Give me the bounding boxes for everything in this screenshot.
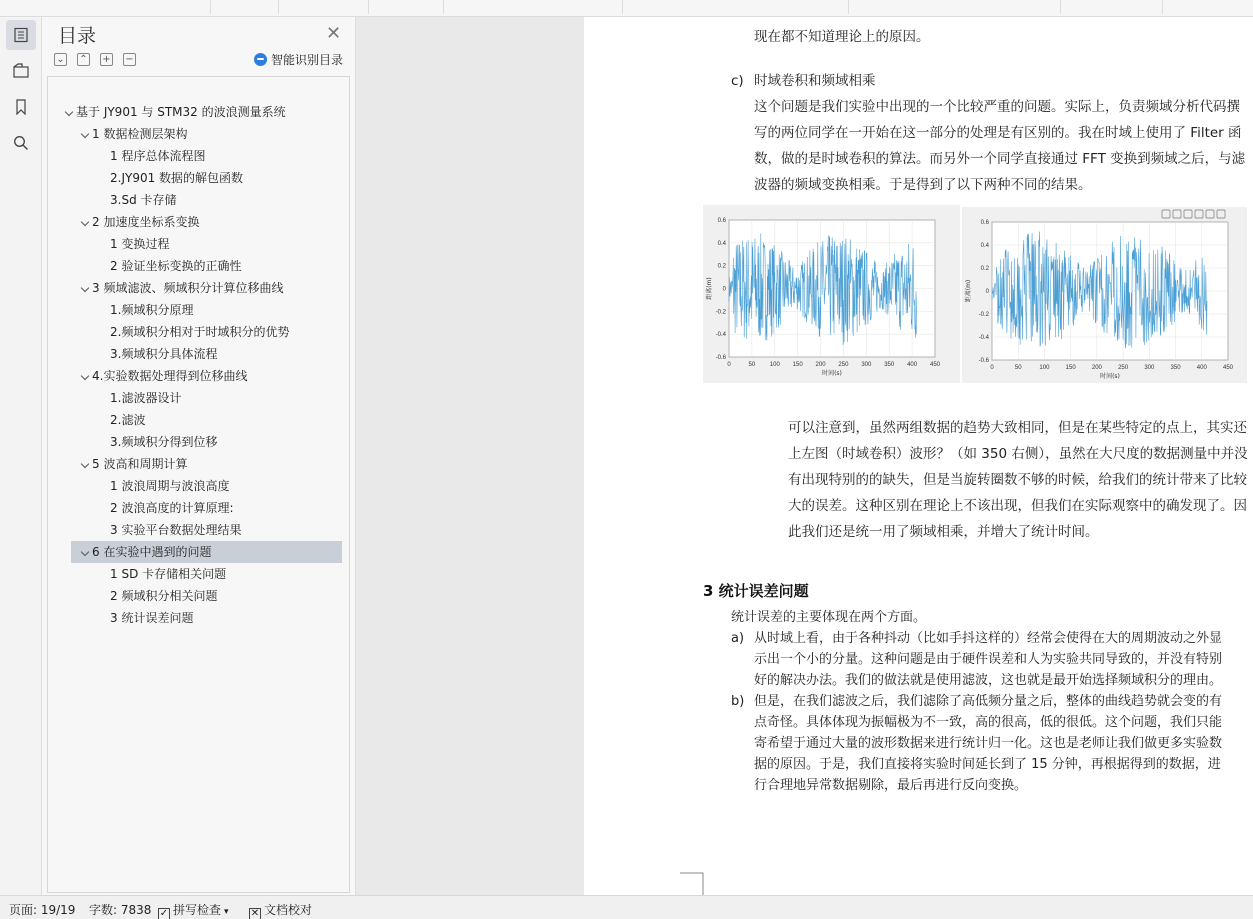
collapse-down-icon[interactable]: ⌄ (54, 53, 67, 66)
toc-item-label: 2.频域积分相对于时域积分的优势 (110, 325, 290, 339)
toc-toolbar (54, 53, 136, 66)
chevron-down-icon[interactable] (81, 548, 89, 556)
toc-item-label: 1.频域积分原理 (110, 303, 194, 317)
smart-toc-icon (254, 53, 267, 66)
search-icon[interactable] (6, 128, 36, 158)
toc-item-label: 1 SD 卡存储相关问题 (110, 567, 227, 581)
list-marker: b) (731, 694, 745, 709)
toolbar-divider (1060, 0, 1061, 14)
toc-item-label: 1 程序总体流程图 (110, 149, 206, 163)
paragraph-line: 大的误差。这种区别在理论上不该出现，但我们在实际观察中的确发现了。因 (788, 498, 1247, 514)
toc-item[interactable] (48, 299, 349, 321)
close-icon[interactable]: ✕ (326, 23, 342, 44)
toc-item[interactable] (48, 145, 349, 167)
paragraph-line: 写的两位同学在一开始在这一部分的处理是有区别的。我在时域上使用了 Filter 函 (754, 125, 1242, 141)
y-tick-label: -0.2 (715, 309, 726, 316)
toc-item-label: 1 数据检测层架构 (92, 127, 188, 141)
toc-item-label: 5 波高和周期计算 (92, 457, 188, 471)
toc-item[interactable] (48, 453, 349, 475)
toc-item[interactable] (48, 563, 349, 585)
x-tick-label: 350 (1170, 365, 1181, 371)
x-tick-label: 150 (1065, 365, 1076, 371)
y-axis-label: 距离(m) (965, 279, 972, 303)
y-tick-label: 0.2 (980, 266, 989, 272)
toc-item-label: 2 加速度坐标系变换 (92, 215, 200, 229)
paragraph-line: 可以注意到，虽然两组数据的趋势大致相同，但是在某些特定的点上，其实还 (788, 420, 1247, 436)
toolbar-divider (848, 0, 849, 14)
toc-item-label: 3.频域积分得到位移 (110, 435, 218, 449)
toc-tree (47, 76, 350, 893)
figure-tool-icon (1206, 210, 1214, 218)
list-marker: a) (731, 631, 745, 646)
y-axis-label: 距离(m) (706, 277, 713, 300)
toolbar-divider (443, 0, 444, 14)
toc-item-label: 2.滤波 (110, 413, 146, 427)
toc-item[interactable] (48, 585, 349, 607)
x-tick-label: 250 (838, 362, 849, 368)
x-tick-label: 300 (861, 362, 872, 368)
plot-frequency-multiply (962, 207, 1247, 383)
status-bar (0, 895, 1253, 919)
figure-tool-icon (1195, 210, 1203, 218)
chevron-down-icon[interactable] (65, 108, 73, 116)
x-axis-label: 时间(s) (1100, 373, 1120, 380)
add-level-icon[interactable]: + (100, 53, 113, 66)
x-tick-label: 350 (884, 362, 895, 368)
toolbar-strip (0, 0, 1253, 17)
check-icon: ✓ (159, 908, 169, 919)
figure-tool-icon (1184, 210, 1192, 218)
paragraph-line: 但是，在我们滤波之后，我们滤除了高低频分量之后，整体的曲线趋势就会变的有 (754, 694, 1223, 709)
chevron-down-icon[interactable] (81, 372, 89, 380)
paragraph-line: 上左图（时域卷积）波形？（如 350 右侧），虽然在大尺度的数据测量中并没 (788, 446, 1248, 462)
x-tick-label: 450 (1222, 365, 1234, 371)
bookmark-icon[interactable] (6, 92, 36, 122)
y-tick-label: 0 (985, 289, 989, 295)
y-tick-label: 0 (722, 286, 726, 293)
collapse-up-icon[interactable]: ⌃ (77, 53, 90, 66)
toc-item[interactable] (48, 343, 349, 365)
toc-item[interactable] (48, 277, 349, 299)
toolbar-divider (622, 0, 623, 14)
toc-item[interactable] (48, 255, 349, 277)
y-tick-label: 0.6 (717, 218, 726, 224)
toc-item-label: 1 变换过程 (110, 237, 170, 251)
x-tick-label: 50 (1014, 365, 1022, 371)
toolbar-divider (210, 0, 211, 14)
toc-item-label: 2 频域积分相关问题 (110, 589, 218, 603)
toc-item-label: 3 统计误差问题 (110, 611, 194, 625)
toc-item[interactable] (48, 233, 349, 255)
y-tick-label: 0.2 (717, 263, 726, 270)
dropdown-arrow-icon: ▾ (224, 907, 229, 917)
x-tick-label: 50 (748, 362, 756, 368)
remove-level-icon[interactable]: − (123, 53, 136, 66)
word-count[interactable]: 字数: 7838 (89, 903, 152, 917)
x-tick-label: 200 (815, 362, 826, 368)
toc-item[interactable] (48, 607, 349, 629)
document-page (584, 17, 1253, 895)
toc-item-label: 3.Sd 卡存储 (110, 193, 177, 207)
paragraph-line: 现在都不知道理论上的原因。 (754, 29, 930, 45)
x-tick-label: 200 (1091, 365, 1102, 371)
figure-tool-icon (1217, 210, 1225, 218)
outline-icon[interactable] (6, 56, 36, 86)
paragraph-line: 从时域上看，由于各种抖动（比如手抖这样的）经常会使得在大的周期波动之外显 (754, 631, 1223, 646)
toolbar-divider (278, 0, 279, 14)
toc-item[interactable] (48, 167, 349, 189)
y-tick-label: -0.2 (978, 312, 989, 318)
toc-item[interactable] (48, 387, 349, 409)
toc-item-label: 3 实验平台数据处理结果 (110, 523, 242, 537)
toc-item[interactable] (48, 321, 349, 343)
toc-panel (42, 17, 356, 895)
section-heading: 3 统计误差问题 (703, 582, 809, 600)
paragraph-line: 行合理地异常数据剔除，最后再进行反向变换。 (754, 778, 1028, 793)
paragraph-line: 点奇怪。具体体现为振幅极为不一致，高的很高，低的很低。这个问题，我们只能 (754, 715, 1223, 730)
paragraph-line: 这个问题是我们实验中出现的一个比较严重的问题。实际上，负责频域分析代码撰 (754, 99, 1240, 115)
toc-item[interactable] (48, 365, 349, 387)
toc-item[interactable] (48, 431, 349, 453)
x-tick-label: 400 (1196, 365, 1207, 371)
paragraph-line: 数，做的是时域卷积的算法。而另外一个同学直接通过 FFT 变换到频域之后，与滤 (754, 151, 1246, 167)
toc-item[interactable] (48, 211, 349, 233)
x-tick-label: 300 (1144, 365, 1155, 371)
document-canvas (356, 17, 1253, 895)
x-tick-label: 0 (990, 365, 994, 371)
toc-item-label: 2 验证坐标变换的正确性 (110, 259, 242, 273)
y-tick-label: 0.4 (980, 243, 989, 249)
smart-toc-label: 智能识别目录 (271, 53, 344, 67)
toc-item-label: 基于 JY901 与 STM32 的波浪测量系统 (76, 105, 286, 119)
x-tick-label: 100 (769, 362, 780, 368)
toc-icon[interactable] (6, 20, 36, 50)
chevron-down-icon[interactable] (81, 130, 89, 138)
x-tick-label: 0 (727, 362, 731, 368)
toc-item[interactable] (48, 189, 349, 211)
side-rail (0, 17, 42, 895)
chart-svg (962, 207, 1247, 383)
toc-item[interactable] (48, 475, 349, 497)
x-tick-label: 100 (1039, 365, 1050, 371)
figure-tool-icon (1173, 210, 1181, 218)
toc-item-label: 3.频域积分具体流程 (110, 347, 218, 361)
toc-item-label: 4.实验数据处理得到位移曲线 (92, 369, 248, 383)
toolbar-divider (368, 0, 369, 14)
toc-item[interactable] (48, 123, 349, 145)
paragraph-line: 有出现特别的的缺失，但是当旋转圈数不够的时候，给我们的统计带来了比较 (788, 472, 1247, 488)
y-tick-label: 0.6 (980, 220, 989, 226)
list-marker: c) (731, 73, 744, 89)
chevron-down-icon[interactable] (81, 218, 89, 226)
toc-item[interactable] (48, 497, 349, 519)
paragraph-line: 示出一个小的分量。这种问题是由于硬件误差和人为实验共同导致的，并没有特别 (754, 652, 1223, 667)
paragraph-line: 寄希望于通过大量的波形数据来进行统计归一化。这也是老师让我们做更多实验数 (754, 736, 1223, 751)
toc-item-label: 1 波浪周期与波浪高度 (110, 479, 230, 493)
y-tick-label: -0.4 (978, 335, 989, 341)
toc-item-label: 2.JY901 数据的解包函数 (110, 171, 244, 185)
smart-toc-button[interactable] (254, 51, 343, 68)
toc-item-label: 6 在实验中遇到的问题 (92, 545, 212, 559)
figure-tool-icon (1162, 210, 1170, 218)
chevron-down-icon[interactable] (81, 460, 89, 468)
proofread-icon: ✕ (250, 908, 260, 919)
toolbar-divider (1162, 0, 1163, 14)
x-axis-label: 时间(s) (822, 370, 842, 377)
paragraph-line: 统计误差的主要体现在两个方面。 (731, 610, 927, 625)
paragraph-line: 波器的频域变换相乘。于是得到了以下两种不同的结果。 (754, 177, 1092, 193)
page-corner-mark (680, 872, 704, 895)
toc-item-label: 1.滤波器设计 (110, 391, 182, 405)
paragraph-line: 此我们还是统一用了频域相乘，并增大了统计时间。 (788, 524, 1099, 540)
spell-check-button[interactable] (158, 901, 229, 919)
toc-item[interactable] (48, 409, 349, 431)
paragraph-line: 据的原因。于是，我们直接将实验时间延长到了 15 分钟，再根据得到的数据，进 (754, 757, 1221, 772)
paragraph-line: 好的解决办法。我们的做法就是使用滤波，这也就是最开始选择频域积分的理由。 (754, 673, 1223, 688)
chart-svg (703, 205, 960, 383)
spell-check-label: 拼写检查 (173, 903, 222, 917)
toc-item[interactable] (48, 101, 349, 123)
x-tick-label: 250 (1118, 365, 1129, 371)
y-tick-label: -0.4 (715, 332, 726, 339)
proofread-label: 文档校对 (264, 903, 313, 917)
x-tick-label: 150 (792, 362, 803, 368)
toc-title: 目录 (58, 25, 97, 47)
y-tick-label: -0.6 (978, 358, 989, 364)
plot-time-convolution (703, 205, 960, 383)
x-tick-label: 400 (907, 362, 918, 368)
toc-item-label: 3 频域滤波、频域积分计算位移曲线 (92, 281, 284, 295)
x-tick-label: 450 (929, 362, 941, 368)
y-tick-label: -0.6 (715, 355, 726, 361)
toc-item[interactable] (48, 519, 349, 541)
page-indicator[interactable]: 页面: 19/19 (9, 903, 76, 917)
proofread-button[interactable] (249, 901, 312, 919)
chevron-down-icon[interactable] (81, 284, 89, 292)
y-tick-label: 0.4 (717, 240, 726, 247)
subheading: 时域卷积和频域相乘 (754, 73, 876, 89)
toc-item[interactable] (71, 541, 342, 563)
toc-item-label: 2 波浪高度的计算原理: (110, 501, 234, 515)
